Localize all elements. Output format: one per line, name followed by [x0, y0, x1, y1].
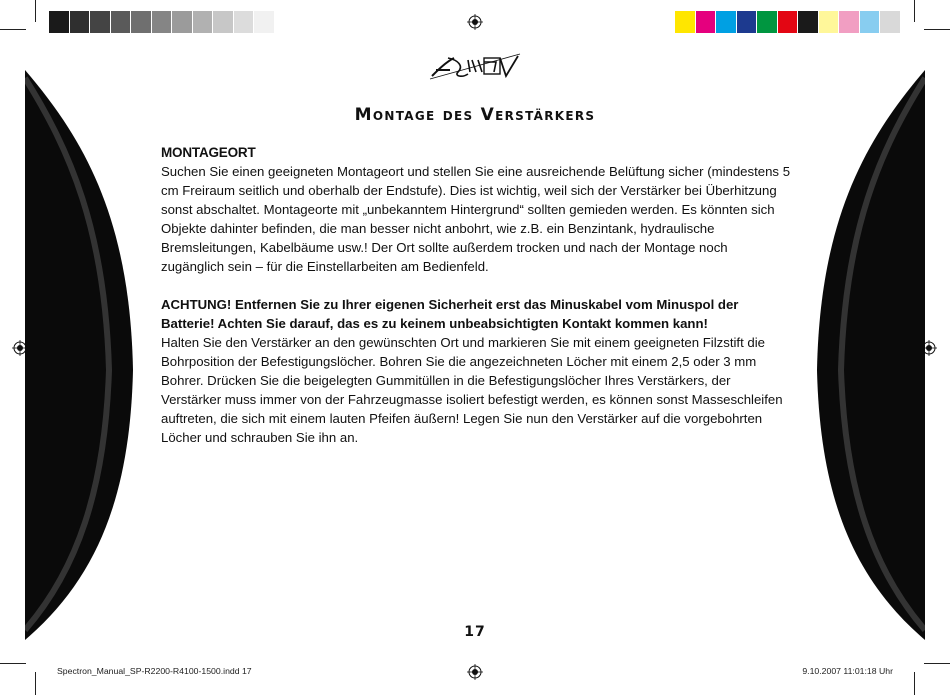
color-swatch: [675, 11, 696, 33]
crop-mark: [35, 672, 36, 695]
color-swatch: [757, 11, 778, 33]
color-swatch: [798, 11, 819, 33]
gray-swatch: [193, 11, 214, 33]
color-swatch: [819, 11, 840, 33]
color-swatch: [696, 11, 717, 33]
registration-mark-icon: [467, 664, 483, 680]
registration-mark-icon: [467, 14, 483, 30]
main-content: [161, 143, 791, 466]
spectron-logo-icon: [428, 52, 522, 82]
gray-swatch: [70, 11, 91, 33]
section-heading: MONTAGEORT: [161, 145, 256, 160]
crop-mark: [0, 29, 26, 30]
gray-swatch: [49, 11, 70, 33]
footer-timestamp: 9.10.2007 11:01:18 Uhr: [802, 666, 893, 676]
color-swatch: [860, 11, 881, 33]
gray-swatch: [111, 11, 132, 33]
gray-swatch: [172, 11, 193, 33]
paragraph-instructions: Halten Sie den Verstärker an den gewünschten Ort und markieren Sie mit einem geeigneten Filzstift die Bohrposition der Befestigungslöcher. Bohren Sie die angezeichneten Löcher mit einem 2,5 oder 3 mm Bohrer. Drücken Sie die beigelegten Gummitüllen in die Befestigungslöcher Ihres Verstärkers, der Verstärker muss immer von der Fahrzeugmasse isoliert befestigt werden, es können sonst Masseschleifen auftreten, die sich mit einem lauten Pfeifen äußern! Legen Sie nun den Verstärker auf die vorgebohrten Löcher und schrauben Sie ihn an.: [161, 335, 783, 445]
crop-mark: [35, 0, 36, 22]
color-swatch: [778, 11, 799, 33]
footer-file-name: Spectron_Manual_SP-R2200-R4100-1500.indd 17: [57, 666, 252, 676]
gray-swatch: [90, 11, 111, 33]
crop-mark: [914, 672, 915, 695]
gray-swatch-bar: [49, 11, 275, 33]
page-title: Montage des Verstärkers: [354, 105, 596, 125]
gray-swatch: [254, 11, 275, 33]
crop-mark: [924, 663, 950, 664]
page-number: 17: [464, 624, 486, 640]
color-swatch: [737, 11, 758, 33]
crop-mark: [914, 0, 915, 22]
gray-swatch: [131, 11, 152, 33]
color-swatch: [880, 11, 901, 33]
gray-swatch: [152, 11, 173, 33]
color-swatch-bar: [675, 11, 901, 33]
color-swatch: [839, 11, 860, 33]
right-decorative-wing: [815, 70, 925, 640]
gray-swatch: [234, 11, 255, 33]
crop-mark: [0, 663, 26, 664]
gray-swatch: [213, 11, 234, 33]
crop-mark: [924, 29, 950, 30]
color-swatch: [716, 11, 737, 33]
warning-text: ACHTUNG! Entfernen Sie zu Ihrer eigenen Sicherheit erst das Minuskabel vom Minuspol der Batterie! Achten Sie darauf, das es zu keinem unbeabsichtigten Kontakt kommen kann!: [161, 297, 739, 331]
left-decorative-wing: [25, 70, 135, 640]
paragraph-montageort: Suchen Sie einen geeigneten Montageort und stellen Sie eine ausreichende Belüftung sicher (mindestens 5 cm Freiraum seitlich und oberhalb der Endstufe). Dies ist wichtig, weil sich der Verstärker bei Überhitzung sonst abschaltet. Montageorte mit „unbekanntem Hintergrund“ sollten gemieden werden. Es könnten sich Objekte dahinter befinden, die man besser nicht anbohrt, wie z.B. ein Benzintank, hydraulische Bremsleitungen, Kabelbäume usw.! Der Ort sollte außerdem trocken und nach der Montage noch zugänglich sein – für die Einstellarbeiten am Bedienfeld.: [161, 164, 791, 274]
